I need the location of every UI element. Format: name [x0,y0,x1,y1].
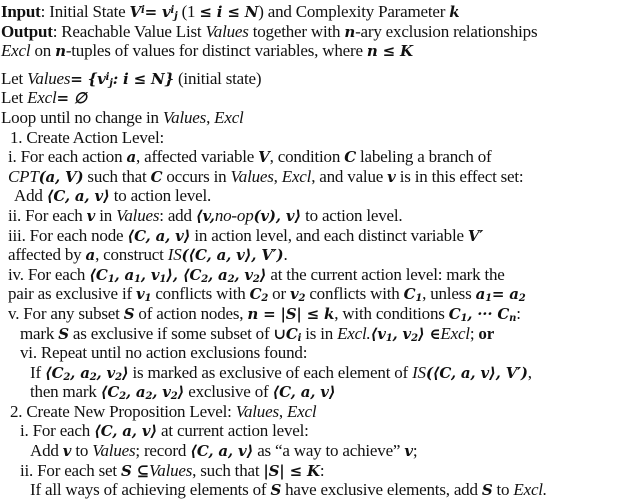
math-segment: 2 [261,293,269,304]
text-segment: have exclusive elements, add [281,480,482,500]
text-segment: (1 [177,2,200,21]
math-segment: : i ≤ N} [112,69,174,88]
text-segment: ii. For each [8,205,87,225]
text-segment: to action level. [109,186,212,206]
math-segment: V [129,3,141,21]
algorithm-line [0,147,640,167]
math-segment: 2 [89,371,97,383]
text-segment: , such that [192,460,264,480]
math-segment: Values [92,441,136,461]
math-segment: , a [70,363,90,382]
text-segment: 2. Create New Proposition Level: [10,401,236,421]
math-segment: i [170,5,175,16]
math-segment: ⟨v, [195,206,215,225]
math-segment: , v [234,265,253,284]
math-segment: ∪C [273,324,298,343]
text-segment: (initial state) [173,68,262,88]
text-segment: , construct [95,245,168,265]
math-segment: Values [205,21,249,41]
algorithm-line [0,461,640,481]
math-segment: a [85,246,96,265]
algorithm-line [0,69,640,89]
algorithm-line [0,363,640,383]
math-segment: 1 [460,312,468,324]
math-segment: ⟩ [121,363,129,382]
math-segment: n [55,42,66,61]
text-segment: iv. For each [8,264,90,284]
math-segment: ⟨C [89,265,108,284]
math-segment: n = |S| ≤ k [247,304,335,323]
text-segment: : [516,303,521,323]
text-segment: , [527,362,532,382]
algorithm-line [0,88,640,108]
math-segment: , a [208,265,228,284]
math-segment: i [140,5,145,16]
text-segment: ; [412,441,418,461]
algorithm-line [0,402,640,422]
text-segment: on [30,41,56,61]
text-segment: -ary exclusion relationships [355,21,538,41]
math-segment: |S| ≤ K [263,461,320,480]
math-segment: S ⊆ [120,461,149,480]
math-segment: , a [114,265,135,284]
math-segment: , v [140,265,160,284]
text-segment: v. For any subset [8,303,124,323]
text-segment: mark [20,323,59,343]
text-segment: conflicts with [305,284,404,304]
math-segment: Excl [1,41,31,61]
text-segment: , [206,107,215,127]
math-segment: v [86,206,96,225]
math-segment: , v [392,324,412,343]
math-segment: v [387,167,396,186]
math-segment: n [509,312,517,324]
math-segment: 2 [227,273,235,285]
math-segment: 2 [145,391,153,402]
math-segment: ≤ i ≤ N [199,3,259,21]
math-segment: 2 [411,332,418,344]
text-segment: , and value [311,166,388,186]
math-segment: C [150,167,163,186]
text-segment: : [319,460,325,480]
math-segment: 1 [485,293,492,304]
math-segment: 1 [107,273,115,285]
algorithm-line [0,128,640,148]
text-segment: vi. Repeat until no action exclusions found: [20,343,308,363]
math-segment: = v [144,3,171,21]
text-segment: : Reachable Value List [52,21,206,41]
math-segment: ⟨C, a, v⟩ [272,383,336,402]
math-segment: 1 [134,273,141,285]
text-segment: occurs in [162,166,231,186]
math-segment: (⟨C, a, v⟩, V′) [425,363,528,382]
text-segment: ; record [135,441,191,461]
math-segment: ⟨C, a, v⟩ [190,442,254,461]
algorithm-line [0,108,640,128]
algorithm-line [0,41,640,61]
math-segment: ⟩ [259,265,267,284]
math-segment: C [448,304,461,323]
text-segment: in [95,205,117,225]
text-segment: . [283,245,288,265]
text-segment: such that [83,166,151,186]
math-segment: k [449,3,460,21]
text-segment: at current action level: [157,421,309,441]
text-segment: , condition [269,147,345,167]
math-segment: , a [125,383,146,402]
text-segment: as “a way to achieve” [253,441,405,461]
text-segment: conflicts with [151,284,250,304]
text-segment: Add [30,441,63,461]
text-segment: Let [1,88,28,108]
text-segment: i. For each [20,421,95,441]
text-segment: 1. Create Action Level: [10,127,165,147]
text-segment: : Initial State [40,2,130,21]
math-segment: = {v [70,69,106,88]
text-segment: : add [159,205,196,225]
math-segment: CPT [8,166,39,186]
text-segment: i. For each action [8,147,127,167]
text-segment: iii. For each node [8,225,128,245]
algorithm-line [0,382,640,402]
text-segment: to [492,480,514,500]
algorithm-line [0,324,640,344]
algorithm-line [0,265,640,285]
math-segment: v [289,285,299,304]
math-segment: Values [235,401,279,421]
algorithm-line [0,2,640,22]
bold-keyword: or [478,323,495,343]
text-segment: , affected variable [136,147,259,167]
math-segment: V′ [467,226,484,245]
text-segment: ii. For each set [20,460,121,480]
text-segment: or [268,284,290,304]
text-segment: , [278,401,287,421]
algorithm-line [0,480,640,500]
text-segment: of action nodes, [134,303,248,323]
math-segment: (v), v⟩ [253,206,302,225]
text-segment: to [71,441,93,461]
algorithm-line [0,343,640,363]
math-segment: S [123,304,135,323]
math-segment: Excl. [513,480,547,500]
text-segment: exclusive of [184,382,273,402]
math-segment: , v [152,383,171,402]
math-segment: n [344,22,356,41]
math-segment: Values [116,205,160,225]
algorithm-line [0,22,640,42]
text-segment: is in [301,323,338,343]
text-segment: Add [14,186,47,206]
math-segment: Excl [281,166,312,186]
math-segment: a [126,148,136,167]
text-segment: If all ways of achieving elements of [30,480,271,500]
algorithm-line [0,284,640,304]
algorithm-line [0,186,640,206]
math-segment: Excl [440,323,470,343]
math-segment: v [135,285,145,304]
math-segment: Values [162,107,207,127]
math-segment: ⟨v [370,324,386,343]
math-segment: S [58,324,69,343]
math-segment: (⟨C, a, v⟩, V′) [181,246,284,265]
math-segment: 1 [415,293,423,304]
math-segment: ⟨C, a, v⟩ [127,226,191,245]
text-segment: to action level. [301,205,403,225]
bold-keyword: Input [1,2,41,21]
math-segment: 2 [298,293,306,304]
text-segment: Let [1,68,28,88]
math-segment: Values [27,68,71,88]
text-segment: pair as exclusive if [8,284,136,304]
math-segment: ⟩ ∈ [417,324,441,343]
math-segment: ⟨C, a, v⟩ [94,422,157,441]
text-segment: in action level, and each distinct variable [190,225,468,245]
bold-keyword: Output [1,21,53,41]
algorithm-line [0,167,640,187]
text-segment: at the current action level: mark the [266,264,505,284]
math-segment: 2 [201,273,208,285]
text-segment: is marked as exclusive of each element of [128,362,413,382]
math-segment: a [475,285,486,304]
text-segment: is in this effect set: [395,166,524,186]
text-segment: , with conditions [334,303,449,323]
math-segment: 1 [144,293,152,304]
text-segment: , [273,166,282,186]
math-segment: 2 [119,391,126,402]
math-segment: 1 [159,273,167,285]
text-segment: Loop until no change in [1,107,163,127]
math-segment: n ≤ K [366,42,413,61]
text-segment: If [30,362,45,382]
math-segment: ⟩, ⟨C [166,265,202,284]
math-segment: j [174,11,178,22]
math-segment: 2 [115,371,122,383]
algorithm-line [0,441,640,461]
text-segment: then mark [30,382,101,402]
math-segment: Excl [286,401,317,421]
math-segment: Excl. [337,323,371,343]
math-segment: v [404,442,413,461]
math-segment: = a [491,285,519,304]
math-segment: = ∅ [56,89,87,108]
math-segment: , ··· C [467,304,510,323]
algorithm-line [0,304,640,324]
math-segment: S [481,481,493,500]
text-segment: affected by [8,245,86,265]
math-segment: (a, V) [38,167,84,186]
math-segment: IS [412,362,426,382]
math-segment: j [109,77,113,89]
math-segment: 2 [252,273,260,285]
algorithm-line [0,226,640,246]
math-segment: ⟨C [44,363,64,382]
math-segment: ⟩ [177,383,185,402]
algorithm-block [0,2,640,500]
math-segment: V [258,148,270,167]
math-segment: S [270,481,282,500]
text-segment: together with [248,21,345,41]
math-segment: Excl [214,107,244,127]
math-segment: v [62,442,72,461]
text-segment: ) and Complexity Parameter [258,2,450,21]
math-segment: C [403,285,416,304]
text-segment: labeling a branch of [355,147,492,167]
algorithm-line [0,245,640,265]
text-segment: , unless [422,284,476,304]
text-segment: as exclusive if some subset of [68,323,274,343]
math-segment: Values [230,166,274,186]
math-segment: C [344,148,356,167]
text-segment: ; [469,323,479,343]
math-segment: ⟨C, a, v⟩ [46,187,110,206]
math-segment: 2 [63,371,71,383]
math-segment: i [105,71,110,83]
math-segment: Values [148,460,193,480]
math-segment: ⟨C [100,383,120,402]
algorithm-line [0,421,640,441]
math-segment: no-op [214,205,254,225]
math-segment: 1 [385,332,393,344]
math-segment: IS [167,245,182,265]
math-segment: C [249,285,262,304]
math-segment: 2 [170,391,178,402]
math-segment: i [297,332,302,344]
algorithm-line [0,206,640,226]
math-segment: Excl [27,88,57,108]
math-segment: 2 [518,293,526,304]
text-segment: -tuples of values for distinct variables, where [65,41,367,61]
math-segment: , v [96,363,116,382]
